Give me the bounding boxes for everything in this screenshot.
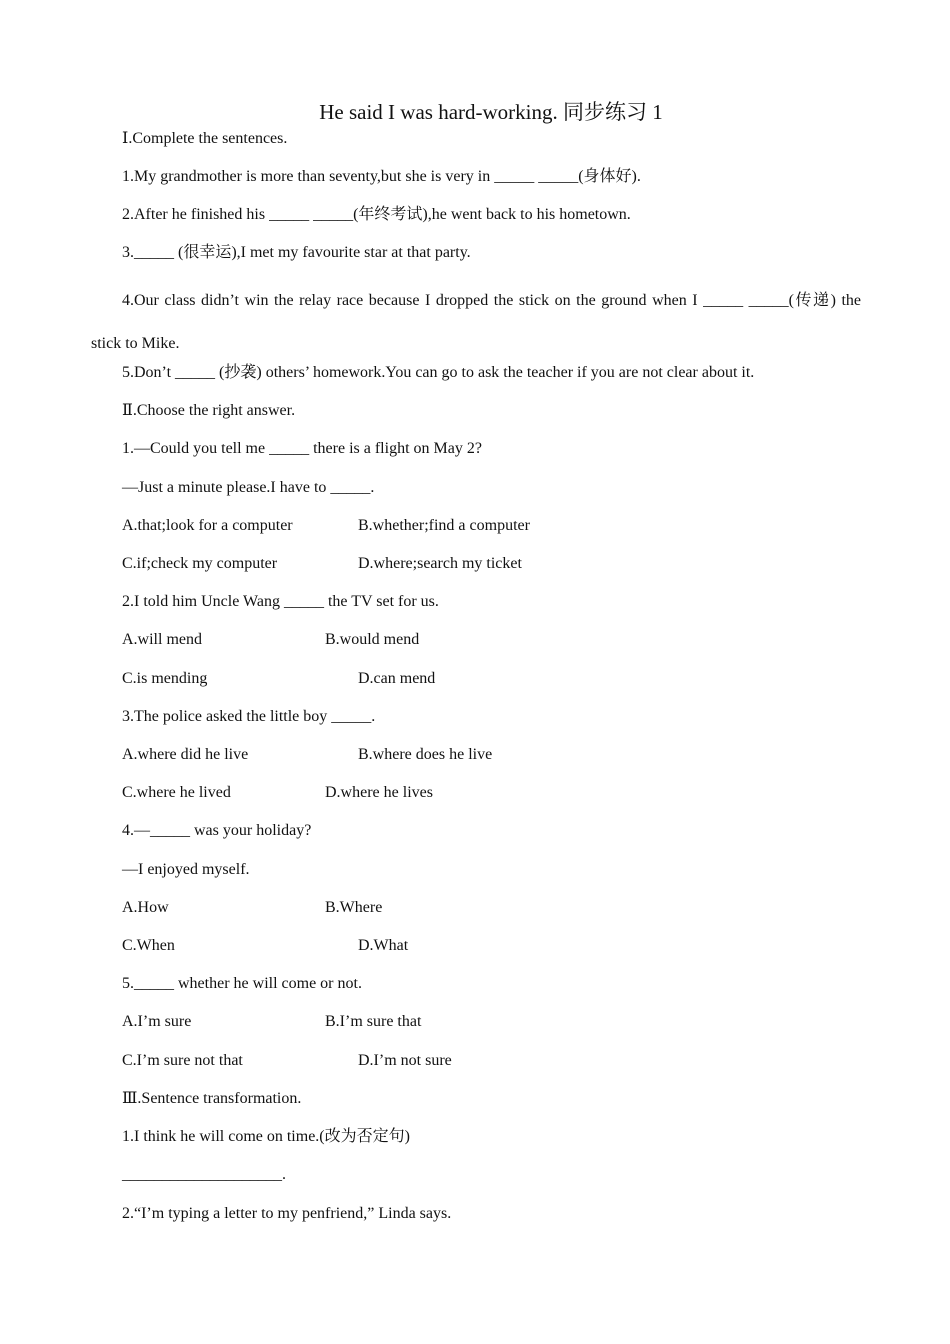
section-3-question-1-answer-blank: ____________________.: [122, 1166, 286, 1183]
section-2-question-3-option-a: A.where did he live: [122, 746, 249, 763]
section-2-question-2-option-b: B.would mend: [325, 631, 420, 648]
section-1-question-2: 2.After he finished his _____ _____(年终考试),he went back to his hometown.: [122, 206, 631, 223]
section-2-question-5-option-b: B.I’m sure that: [325, 1013, 422, 1030]
section-2-question-1-stem: 1.—Could you tell me _____ there is a flight on May 2?: [122, 440, 482, 457]
section-1-question-3: 3._____ (很幸运),I met my favourite star at that party.: [122, 244, 471, 261]
section-3-question-2: 2.“I’m typing a letter to my penfriend,” Linda says.: [122, 1205, 452, 1222]
section-2-question-4-option-d: D.What: [358, 937, 409, 954]
section-2-question-3-option-b: B.where does he live: [358, 746, 493, 763]
section-2-question-2-option-c: C.is mending: [122, 670, 208, 687]
section-2-question-5-stem: 5._____ whether he will come or not.: [122, 975, 362, 992]
section-2-heading: Ⅱ.Choose the right answer.: [122, 402, 296, 419]
section-2-question-1-reply: —Just a minute please.I have to _____.: [122, 479, 375, 496]
section-2-question-4-option-b: B.Where: [325, 899, 383, 916]
section-2-question-1-option-d: D.where;search my ticket: [358, 555, 522, 572]
section-2-question-2-option-a: A.will mend: [122, 631, 202, 648]
section-2-question-4-option-c: C.When: [122, 937, 175, 954]
section-2-question-1-option-b: B.whether;find a computer: [358, 517, 530, 534]
section-3-question-1: 1.I think he will come on time.(改为否定句): [122, 1128, 410, 1145]
section-1-question-5: 5.Don’t _____ (抄袭) others’ homework.You can go to ask the teacher if you are not clear about it.: [122, 364, 755, 381]
section-3-heading: Ⅲ.Sentence transformation.: [122, 1090, 302, 1107]
section-2-question-4-reply: —I enjoyed myself.: [122, 861, 250, 878]
section-2-question-4-option-a: A.How: [122, 899, 169, 916]
section-2-question-3-stem: 3.The police asked the little boy _____.: [122, 708, 376, 725]
section-2-question-5-option-d: D.I’m not sure: [358, 1052, 452, 1069]
section-2-question-1-option-c: C.if;check my computer: [122, 555, 278, 572]
section-2-question-2-option-d: D.can mend: [358, 670, 436, 687]
section-1-question-4: 4.Our class didn’t win the relay race because I dropped the stick on the ground when I _____ _____(传递) the stick to Mike.: [91, 292, 861, 352]
section-1-question-1: 1.My grandmother is more than seventy,but she is very in _____ _____(身体好).: [122, 168, 641, 185]
section-2-question-5-option-a: A.I’m sure: [122, 1013, 192, 1030]
section-1-heading: Ⅰ.Complete the sentences.: [122, 130, 288, 147]
section-2-question-3-option-c: C.where he lived: [122, 784, 231, 801]
section-2-question-5-option-c: C.I’m sure not that: [122, 1052, 243, 1069]
section-2-question-4-stem: 4.—_____ was your holiday?: [122, 822, 312, 839]
document-title: He said I was hard-working. 同步练习 1: [319, 100, 663, 124]
section-2-question-3-option-d: D.where he lives: [325, 784, 433, 801]
section-2-question-1-option-a: A.that;look for a computer: [122, 517, 293, 534]
section-2-question-2-stem: 2.I told him Uncle Wang _____ the TV set for us.: [122, 593, 439, 610]
